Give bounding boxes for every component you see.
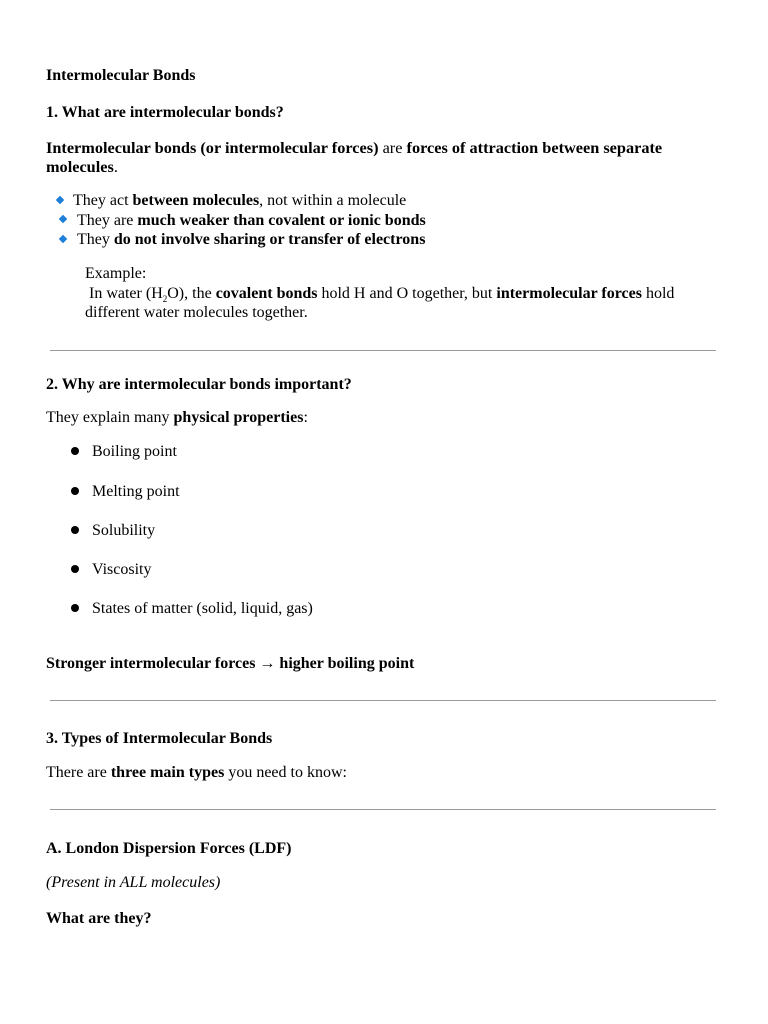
document-title: Intermolecular Bonds xyxy=(46,67,196,84)
list-item: Boiling point xyxy=(92,443,177,460)
section-3-intro: There are three main types you need to know: xyxy=(46,764,347,781)
section-3-heading: 3. Types of Intermolecular Bonds xyxy=(46,730,273,747)
example-label: Example: xyxy=(85,265,147,282)
list-item: They are much weaker than covalent or ionic bonds xyxy=(77,212,426,229)
list-item: Melting point xyxy=(92,483,180,500)
section-2-intro: They explain many physical properties: xyxy=(46,409,308,426)
definition-paragraph: Intermolecular bonds (or intermolecular forces) are forces of attraction between separate molecules. xyxy=(46,138,663,176)
diamond-bullet-icon xyxy=(59,235,67,243)
section-1-heading: 1. What are intermolecular bonds? xyxy=(46,104,284,121)
example-text: In water $(H_2O)$, the covalent bonds hold H and O together, but intermolecular forces hold different water molecules together. xyxy=(85,285,675,321)
divider xyxy=(50,700,716,701)
divider xyxy=(50,809,716,810)
divider xyxy=(50,350,716,351)
bullet-dot-icon xyxy=(71,604,79,612)
list-item: Viscosity xyxy=(92,561,152,578)
list-item: They do not involve sharing or transfer of electrons xyxy=(77,231,426,248)
subsection-a-question: What are they? xyxy=(46,910,152,927)
section-2-heading: 2. Why are intermolecular bonds important? xyxy=(46,376,352,393)
list-item: They act between molecules, not within a molecule xyxy=(73,192,407,209)
subsection-a-heading: A. London Dispersion Forces (LDF) xyxy=(46,840,292,857)
boiling-point-summary: Stronger intermolecular forces → higher boiling point xyxy=(46,655,415,672)
list-item: States of matter (solid, liquid, gas) xyxy=(92,600,313,617)
diamond-bullet-icon xyxy=(56,196,64,204)
bullet-dot-icon xyxy=(71,447,79,455)
bullet-dot-icon xyxy=(71,526,79,534)
subsection-a-note: (Present in ALL molecules) xyxy=(46,874,221,891)
bullet-dot-icon xyxy=(71,565,79,573)
diamond-bullet-icon xyxy=(59,215,67,223)
bullet-dot-icon xyxy=(71,487,79,495)
list-item: Solubility xyxy=(92,522,156,539)
